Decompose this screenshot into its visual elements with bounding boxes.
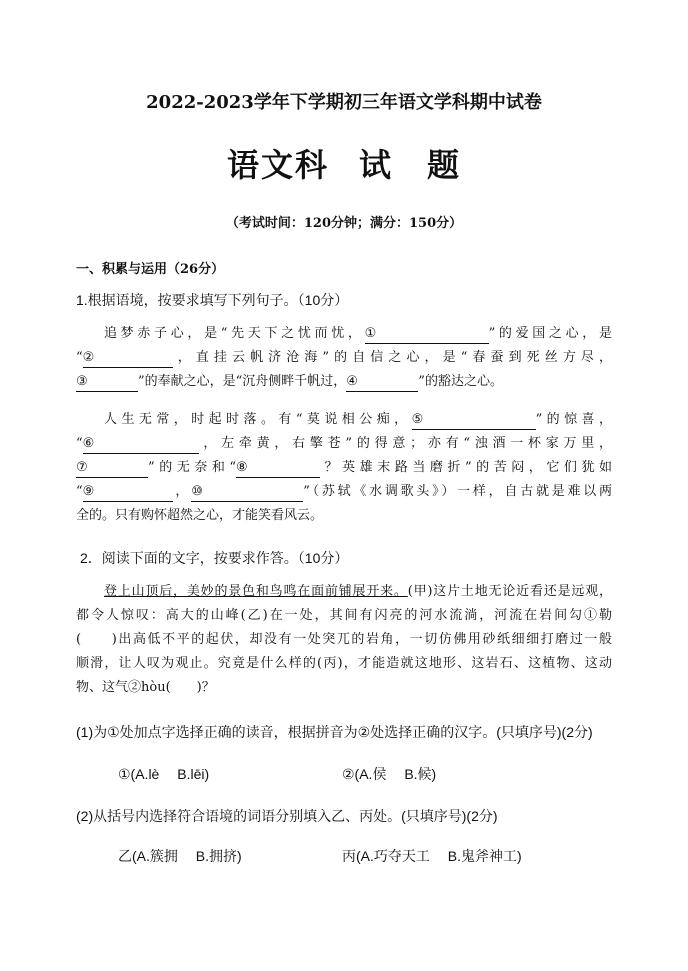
question-2-passage [76,580,612,700]
blank-7: ⑦ [76,460,148,478]
paragraph-line: 都令人惊叹：高大的山峰(乙)在一处，其间有闪亮的河水流淌，河流在岩间勾①勒 [76,608,612,623]
sub-question-2-option-1: 乙(A.簇拥 B.拥挤) [118,848,242,864]
title-part-1: 语文科 [226,146,329,184]
paragraph-line: 人生无常，时起时落。有“莫说相公痴，⑤ ”的惊喜， [76,408,612,432]
blank-4: ④ [346,374,418,392]
sub-question-1-option-2: ②(A.侯 B.候) [342,766,437,782]
blank-8: ⑧ [236,460,320,478]
blank-2: ② [83,350,173,368]
paragraph-line: 登上山顶后，美妙的景色和鸟鸣在面前铺展开来。(甲)这片土地无论近看还是远观， [104,584,612,599]
question-1-prompt: 1.根据语境，按要求填写下列句子。（10分） [76,292,349,308]
underlined-sentence: 登上山顶后，美妙的景色和鸟鸣在面前铺展开来。 [104,584,408,599]
sub-question-2-option-2: 丙(A.巧夺天工 B.鬼斧神工) [342,848,522,864]
exam-info: （考试时间：120分钟；满分：150分） [225,216,463,231]
title-part-2: 试 题 [359,146,462,184]
blank-3: ③ [76,374,138,392]
blank-10: ⑩ [191,484,303,502]
question-1-paragraph-1 [76,322,612,394]
paragraph-line: 追梦赤子心，是“先天下之忧而忧，① ”的爱国之心，是 [76,322,612,346]
sub-question-1-option-1: ①(A.lè B.lēi) [118,766,210,782]
paragraph-line: 顺滑，让人叹为观止。究竟是什么样的(丙)，才能造就这地形、这岩石、这植物、这动 [76,656,612,671]
paragraph-line: “⑥ ，左牵黄，右擎苍”的得意；亦有“浊酒一杯家万里， [76,432,612,456]
blank-1: ① [365,326,489,344]
paragraph-line: “⑨ ，⑩ ”（苏轼《水调歌头》）一样，自古就是难以两 [76,480,612,504]
blank-6: ⑥ [83,436,199,454]
page-title [0,140,688,186]
blank-9: ⑨ [83,484,173,502]
exam-name: 2022-2023学年下学期初三年语文学科期中试卷 [146,92,542,113]
paragraph-line: ( )出高低不平的起伏，却没有一处突兀的岩角，一切仿佛用砂纸细细打磨过一般 [76,632,612,647]
sub-question-2-prompt: (2)从括号内选择符合语境的词语分别填入乙、丙处。(只填序号)(2分) [76,808,498,824]
blank-5: ⑤ [412,412,536,430]
paragraph-line: ③ ”的奉献之心，是“沉舟侧畔千帆过，④ ”的豁达之心。 [76,370,612,394]
paragraph-line: ⑦ ”的无奈和“⑧ ？英雄末路当磨折”的苦闷，它们犹如 [76,456,612,480]
sub-question-1-prompt: (1)为①处加点字选择正确的读音，根据拼音为②处选择正确的汉字。(只填序号)(2分) [76,724,593,740]
question-2-prompt: 2．阅读下面的文字，按要求作答。（10分） [80,550,349,566]
paragraph-line: “② ，直挂云帆济沧海”的自信之心，是“春蚕到死丝方尽， [76,346,612,370]
question-1-paragraph-2 [76,408,612,528]
paragraph-line: 物、这气②hòu( )？ [76,680,215,695]
section-heading: 一、积累与运用（26分） [76,262,225,277]
paragraph-line: 全的。只有购怀超然之心，才能笑看风云。 [76,508,324,523]
